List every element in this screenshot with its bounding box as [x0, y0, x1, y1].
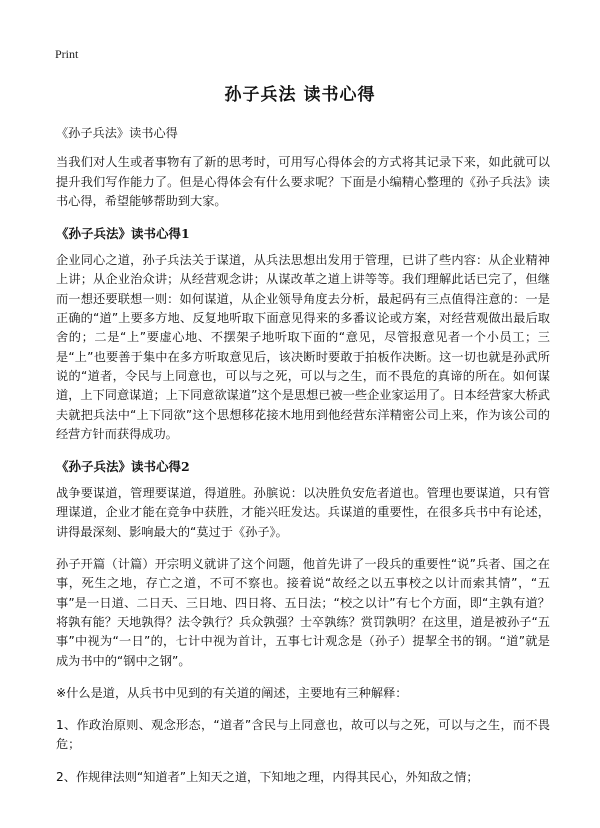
article-body	[56, 124, 550, 800]
section-1-heading: 《孙子兵法》读书心得1	[56, 226, 190, 242]
section-2-paragraph-5: 2、作规律法则“知道者”上知天之道，下知地之理，内得其民心，外知敌之情；	[56, 769, 479, 784]
intro-paragraph: 当我们对人生或者事物有了新的思考时，可用写心得体会的方式将其记录下来，如此就可以提升我们写作能力了。但是心得体会有什么要求呢？下面是小编精心整理的《孙子兵法》读书心得，希望能够帮助到大家。	[56, 155, 550, 208]
section-2-paragraph-4: 1、作政治原则、观念形态，“道者”含民与上同意也，故可以与之死，可以与之生，而不畏危；	[56, 718, 550, 752]
section-2-paragraph-2: 孙子开篇（计篇）开宗明义就讲了这个问题，他首先讲了一段兵的重要性“说”兵者、国之在事，死生之地，存亡之道，不可不察也。接着说“故经之以五事校之以计而索其情”，“五事”是一日道、二日天、三日地、四日将、五日法；“校之以计”有七个方面，即“主孰有道？将孰有能？天地孰得？法令孰行？兵众孰强？士卒孰练？赏罚孰明？在这里，道是被孙子“五事”中视为“一日”的，七计中视为首计，五事七计观念是（孙子）提挈全书的钢。“道”就是成为书中的“钢中之钢”。	[56, 557, 550, 668]
article-subtitle: 《孙子兵法》读书心得	[56, 126, 178, 140]
section-2-paragraph-3: ※什么是道，从兵书中见到的有关道的阐述，主要地有三种解释：	[56, 685, 408, 700]
print-link[interactable]: Print	[55, 47, 79, 61]
section-2-paragraph-1: 战争要谋道，管理要谋道，得道胜。孙膑说：以决胜负安危者道也。管理也要谋道，只有管理谋道，企业才能在竞争中获胜，才能兴旺发达。兵谋道的重要性，在很多兵书中有论述，讲得最深刻、影响最大的“莫过于《孙子》。	[56, 486, 550, 539]
section-2-heading: 《孙子兵法》读书心得2	[56, 459, 190, 475]
section-1-paragraph: 企业同心之道，孙子兵法关于谋道，从兵法思想出发用于管理，已讲了些内容：从企业精神上讲；从企业治众讲；从经营观念讲；从谋改革之道上讲等等。我们理解此话已完了，但继而一想还要联想一则：如何谋道，从企业领导角度去分析，最起码有三点值得注意的：一是正确的“道”上要多方地、反复地听取下面意见得来的多番议论或方案，对经营观做出最后取舍的；二是“上”要虚心地、不摆架子地听取下面的“意见，尽管报意见者一个小员工；三是“上”也要善于集中在多方听取意见后，该决断时要敢于拍板作决断。这一切也就是孙武所说的“道者，令民与上同意也，可以与之死，可以与之生，而不畏危的真谛的所在。如何谋道，上下同意谋道；上下同意欲谋道”这个是思想已被一些企业家运用了。日本经营家大桥武夫就把兵法中“上下同欲”这个思想移花接木地用到他经营东洋精密公司上来，作为该公司的经营方针而获得成功。	[56, 253, 550, 441]
page-title: 孙子兵法 读书心得	[224, 85, 376, 105]
